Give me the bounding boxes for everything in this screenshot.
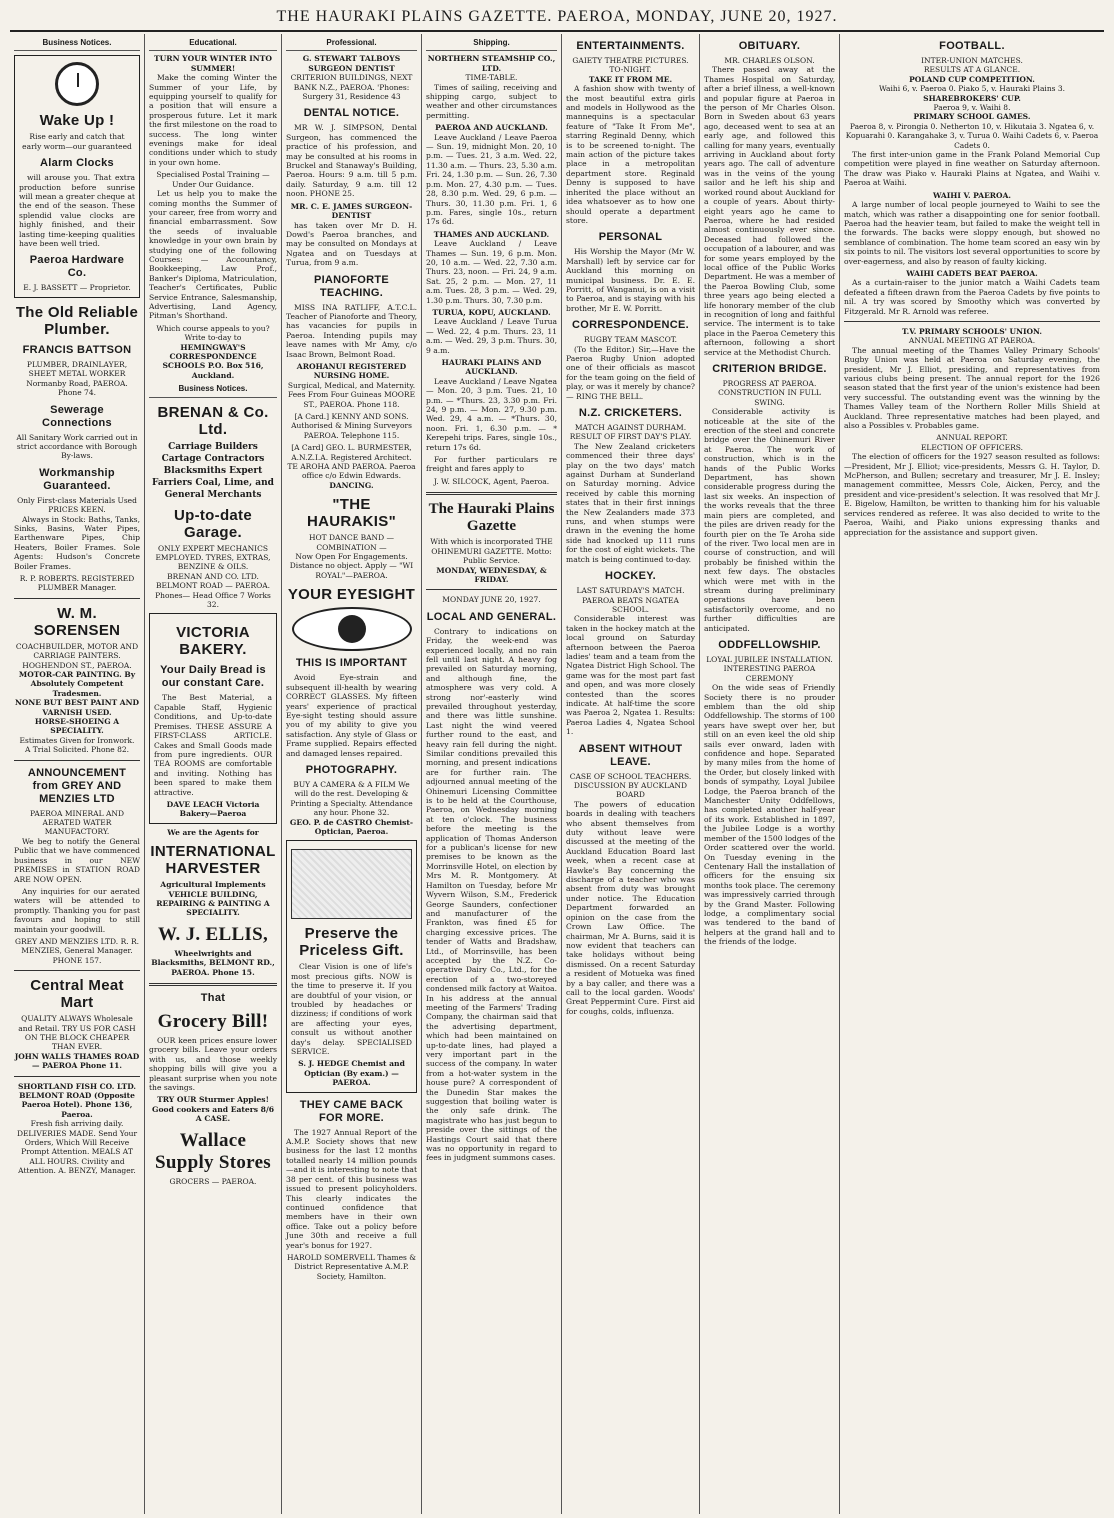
- article-subhead: CONSTRUCTION IN FULL SWING.: [718, 388, 821, 407]
- divider: [14, 760, 140, 761]
- article-subhead: MR. CHARLES OLSON.: [724, 56, 815, 65]
- ad-headline: AROHANUI REGISTERED NURSING HOME.: [296, 361, 407, 381]
- article-subhead: SHAREBROKERS' CUP.: [923, 93, 1021, 103]
- ad-headline: INTERNATIONAL HARVESTER: [150, 843, 276, 878]
- ad-text: will arouse you. That extra production before sunrise will mean a greater cheque at the end of the season. These splendid value clocks are highly finished, and their lasting time-keeping qualities have been well tried.: [19, 173, 135, 249]
- results-list: Paeroa 9, v. Waihi 8.: [933, 103, 1011, 113]
- alarm-clock-icon: [55, 62, 99, 106]
- ad-headline: THIS IS IMPORTANT: [295, 657, 408, 670]
- article-body: The annual meeting of the Thames Valley Primary Schools' Rugby Union was held at Paeroa on Saturday evening, the president, Mr J. Elliot, presiding, and representatives from various clubs being present. The annual report for the 1926 season stated that the first year of the union's existence had been very successful. The outstanding event was the winning by the Thames Valley team of the Northern Roller Mills Shield at Auckland. Three representative matches had been played, and also a Possibles v. Probables game.: [844, 345, 1100, 431]
- ad-text: Rise early and catch that early worm—our guaranteed: [22, 132, 132, 151]
- ad-headline: W. M. SORENSEN: [33, 604, 121, 639]
- ad-headline: Wallace Supply Stores: [154, 1129, 271, 1173]
- ad-text: Surgical, Medical, and Maternity. Fees From Four Guineas MOORE ST., PAEROA. Phone 118.: [287, 380, 416, 409]
- ad-headline: NORTHERN STEAMSHIP CO., LTD.: [427, 54, 556, 73]
- ad-headline: Workmanship Guaranteed.: [39, 466, 115, 492]
- gazette-masthead: The Hauraki Plains Gazette: [428, 501, 555, 535]
- ad-text: Clear Vision is one of life's most precious gifts. NOW is the time to preserve it. If you are doubtful of your vision, or troubled by headaches or dizziness; if conditions of work are affecting your eyes, consult us without another day's delay. SPECIALISED SERVICE.: [291, 962, 412, 1057]
- article-subhead: INTERESTING PAEROA CEREMONY: [723, 664, 816, 683]
- article-subhead: DISCUSSION BY AUCKLAND BOARD: [573, 781, 688, 800]
- ad-text: Carriage Builders Cartage Contractors Blacksmiths Expert Farriers Coal, Lime, and General Merchants: [152, 441, 274, 500]
- article-subhead: GAIETY THEATRE PICTURES. TO-NIGHT.: [572, 56, 689, 75]
- ad-headline: PIANOFORTE TEACHING.: [313, 273, 390, 299]
- ad-text: has taken over Mr D. H. Dowd's Paeroa branches, and may be consulted on Mondays at Ngatea and on Tuesdays at Turua, from 9 a.m.: [286, 220, 417, 268]
- ad-text: Wheelwrights and Blacksmiths, BELMONT RD., PAEROA. Phone 15.: [151, 948, 275, 977]
- ad-headline: THEY CAME BACK FOR MORE.: [299, 1098, 404, 1124]
- ad-headline: "THE HAURAKIS": [307, 496, 396, 531]
- article-subhead: PROGRESS AT PAEROA.: [722, 379, 817, 388]
- column-educational: [145, 34, 282, 1514]
- ad-text: Specialised Postal Training — Under Our Guidance.: [156, 170, 270, 189]
- article-subhead: RUGBY TEAM MASCOT.: [583, 335, 678, 345]
- ad-text: MOTOR-CAR PAINTING. By Absolutely Competent Tradesmen.: [18, 670, 136, 698]
- article-body: His Worship the Mayor (Mr W. Marshall) left by service car for Auckland this morning on municipal business. Dr. E. E. Porritt, of Wanganui, is on a visit to Paeroa, and is staying with his brother, Mr E. W. Porritt.: [566, 247, 695, 313]
- divider: [14, 1076, 140, 1077]
- ad-text: JOHN WALLS THAMES ROAD — PAEROA Phone 11.: [14, 1051, 140, 1071]
- ad-text: HOT DANCE BAND — COMBINATION —: [308, 533, 395, 552]
- article-subhead: TAKE IT FROM ME.: [588, 74, 673, 84]
- divider: [14, 598, 140, 599]
- ad-headline: Central Meat Mart: [30, 977, 124, 1012]
- ad-text: OUR keen prices ensure lower grocery bills. Leave your orders with us, and those weekly shopping bills will give you a pleasant surprise when you note the savings.: [149, 1036, 277, 1093]
- ad-text: COACHBUILDER, MOTOR AND CARRIAGE PAINTERS. HOGHENDON ST., PAEROA.: [15, 641, 139, 670]
- column-business: [10, 34, 145, 1514]
- top-rule: [10, 30, 1104, 32]
- ad-headline: TURN YOUR WINTER INTO SUMMER!: [154, 54, 272, 73]
- article-subhead: CASE OF SCHOOL TEACHERS.: [569, 771, 692, 781]
- ad-text: BUY A CAMERA & A FILM We will do the rest. Developing & Printing a Specialty. Attendance any hour. Phone 32.: [290, 779, 413, 818]
- ad-headline: G. STEWART TALBOYS SURGEON DENTIST: [302, 54, 401, 73]
- section-heading: ENTERTAINMENTS.: [576, 40, 685, 52]
- column-news: [562, 34, 700, 1514]
- ad-text: HAROLD SOMERVELL Thames & District Representative A.M.P. Society, Hamilton.: [287, 1252, 416, 1281]
- ad-text: VEHICLE BUILDING, REPAIRING & PAINTING A SPECIALITY.: [156, 889, 270, 918]
- ad-text: GEO. P. de CASTRO Chemist-Optician, Paeroa.: [289, 817, 414, 836]
- divider: [149, 983, 277, 986]
- ad-text: Times of sailing, receiving and shipping cargo, subject to weather and other circumstances permitting.: [426, 82, 557, 120]
- article-body: A fashion show with twenty of the most beautiful extra girls and models in Hollywood as the mannequins is a spectacular feature of "Take It From Me", starring Reginald Denny, which is to be screened to-night. The main action of the picture takes place in a metropolitan department store. Reginald Denny is supposed to have inherited the place without an idea whatsoever as to how one should operate a department store.: [566, 84, 695, 225]
- timetable-rows: Leave Auckland / Leave Ngatea — Mon. 20, 3 p.m. Tues. 21, 10 p.m. — *Thurs. 23, 3.30 p.m. Fri. 24, 9 p.m. — Mon. 27, 9.30 p.m. Wed. 29, 4 a.m. — *Thurs. 30, noon. Fri. 1, 6.30 p.m. — * Kerepehi trips. Fares, single 10s., return 17s 6d.: [426, 376, 557, 452]
- masthead: THE HAURAKI PLAINS GAZETTE. PAEROA, MONDAY, JUNE 20, 1927.: [276, 8, 838, 25]
- ad-text: MISS INA RATLIFF, A.T.C.L. Teacher of Pianoforte and Theory, has vacancies for pupils in Paeroa. Intending pupils may leave names with Mr Amy, c/o Isaac Brown, Belmont Road.: [286, 302, 417, 359]
- ad-text: We are the Agents for: [167, 827, 259, 837]
- ad-text: Avoid Eye-strain and subsequent ill-health by wearing CORRECT GLASSES. My fifteen years' experience of practical Eye-sight testing should assure you of my ability to give you satisfaction. Any style of Glass or Frame supplied. Repairs effected and damaged lenses repaired.: [286, 673, 417, 758]
- column-header: Professional.: [286, 34, 417, 51]
- section-heading: OBITUARY.: [738, 40, 801, 52]
- ad-text: CRITERION BUILDINGS, NEXT BANK N.Z., PAEROA. 'Phones: Surgery 31, Residence 43: [290, 73, 413, 102]
- article-subhead: WAIHI CADETS BEAT PAEROA.: [906, 268, 1038, 278]
- ad-headline: FRANCIS BATTSON: [22, 343, 132, 356]
- ad-text: The Best Material, a Capable Staff, Hygienic Conditions, and Up-to-date Premises. THESE ASSURE A FIRST-CLASS ARTICLE. Cakes and Small Goods made from pure ingredients. OUR TEA ROOMS are comfortable and inviting. Nothing has been spared to make them attractive.: [154, 693, 272, 797]
- ad-text: GROCERS — PAEROA.: [169, 1176, 257, 1186]
- divider: [426, 492, 557, 495]
- ad-headline: Grocery Bill!: [157, 1011, 269, 1032]
- results-list: Waihi 6, v. Paeroa 0. Piako 5, v. Hauraki Plains 3.: [878, 84, 1066, 94]
- section-heading: ABSENT WITHOUT LEAVE.: [578, 742, 683, 768]
- section-heading: FOOTBALL.: [939, 40, 1005, 52]
- ad-headline: Your Daily Bread is our constant Care.: [160, 664, 266, 690]
- ad-text: A Trial Solicited. Phone 82.: [24, 745, 130, 755]
- article-body: There passed away at the Thames Hospital on Saturday, after a brief illness, a well-known and popular figure at Paeroa in the person of Mr Charles Olson. Born in Sweden about 63 years ago, deceased went to sea at an early age, and followed this calling for many years, eventually arriving in Auckland about forty years ago. The call of adventure was in the veins of the young sailor and he left his ship and worked round about Auckland for a couple of years. About thirty-eight years ago he came to Paeroa, where he had resided almost continuously ever since. Deceased had followed the occupation of a labourer, and was for some years employed by the local office of the Public Works Department. He was a member of the Paeroa Bowling Club, some three years ago being elected a life honorary member of the club in recognition of long and faithful service. The interment is to take place in the Paeroa Cemetery this afternoon, following a short service at the Methodist Church.: [704, 65, 835, 357]
- ad-headline: Wake Up !: [39, 112, 115, 130]
- gazette-subtitle: With which is incorporated THE OHINEMURI GAZETTE. Motto: Public Service.: [430, 537, 553, 566]
- ad-headline: W. J. ELLIS,: [157, 923, 269, 945]
- column-header: Business Notices.: [14, 34, 140, 51]
- section-heading: CRITERION BRIDGE.: [712, 363, 827, 375]
- ad-text: Now Open For Engagements. Distance no object. Apply — "WI ROYAL"—PAEROA.: [289, 552, 414, 580]
- ad-text: The 1927 Annual Report of the A.M.P. Society shows that new business for the last 12 months totalled nearly 14 million pounds—and it is interesting to note that 38 per cent. of this business was issued to present policyholders. This clearly indicates the continued confidence that members have in their own office. Take out a policy before June 30th and receive a full year's bonus for 1927.: [286, 1127, 417, 1250]
- timetable-rows: Leave Auckland / Leave Thames — Sun. 19, 6 p.m. Mon. 20, 10 a.m. — Wed. 22, 7.30 a.m. Thurs. 23, noon. — Fri. 24, 9 a.m. Sat. 25, 2 p.m. — Mon. 27, 11 a.m. Tues. 28, 3 p.m. — Wed. 29, 1.30 p.m. Thurs. 30, 7.30 p.m.: [426, 239, 557, 305]
- article-subhead: ANNUAL REPORT.: [936, 433, 1008, 443]
- ad-text: Only First-class Materials Used PRICES KEEN.: [17, 495, 137, 515]
- divider: [426, 589, 557, 590]
- column-football: [840, 34, 1104, 1514]
- article-subhead: POLAND CUP COMPETITION.: [909, 74, 1035, 84]
- section-heading: CORRESPONDENCE.: [572, 319, 689, 332]
- article-body: The powers of education boards in dealing with teachers who absent themselves from duty without leave were discussed at the meeting of the Auckland Education Board last week, when a recent case at Hawke's Bay concerning the discharge of a teacher who was absent from duty was brought under notice. The Education Department forwarded an opinion on the case from the Crown Law Office. The chairman, Mr A. Burns, said it is now evident that teachers can take holidays without being dismissed. On a recent Saturday a resident of Motueka was fined by a bay caller, and there was a call to the local garden. Woods' Great Peppermint Cure. First aid for coughs, colds, influenza.: [566, 799, 695, 1016]
- article-subhead: LAST SATURDAY'S MATCH.: [576, 586, 685, 596]
- ad-text: E. J. BASSETT — Proprietor.: [23, 283, 131, 293]
- ad-text: TIME-TABLE.: [465, 73, 518, 83]
- ad-text: Agricultural Implements: [160, 880, 266, 890]
- ad-headline: MR. C. E. JAMES SURGEON-DENTIST: [290, 201, 413, 221]
- ad-headline: TURUA, KOPU, AUCKLAND.: [432, 307, 551, 317]
- ad-headline: BRENAN & Co. Ltd.: [157, 403, 269, 438]
- ad-text: QUALITY ALWAYS Wholesale and Retail. TRY US FOR CASH ON THE BLOCK CHEAPER THAN EVER.: [18, 1014, 136, 1052]
- section-heading: LOCAL AND GENERAL.: [426, 610, 557, 623]
- ad-text: MR W. J. SIMPSON, Dental Surgeon, has commenced the practice of his profession, and may be consulted at his rooms in Bruckel and Stanaway's Building, Paeroa. Hours: 9 a.m. till 5 p.m. daily. Saturday, 9 a.m. till 12 noon. PHONE 25.: [286, 123, 417, 199]
- article-subhead: LOYAL JUBILEE INSTALLATION.: [706, 654, 833, 664]
- column-header: Shipping.: [426, 34, 557, 51]
- ad-headline: HEMINGWAY'S CORRESPONDENCE SCHOOLS P.O. Box 516, Auckland.: [162, 342, 264, 380]
- article-subhead: INTER-UNION MATCHES.: [921, 56, 1023, 65]
- results-list: Paeroa 8, v. Pirongia 0. Netherton 10, v. Hikutaia 3. Ngatea 6, v. Kopuarahi 0. Karangahake 3, v. Turua 0. Waihi Cadets 6, v. Paeroa Cadets 0.: [845, 121, 1099, 150]
- ad-text: DANCING.: [329, 480, 374, 490]
- reading-figure-illustration: [291, 849, 412, 919]
- ad-headline: The Old Reliable Plumber.: [15, 303, 139, 338]
- ad-headline: PAEROA AND AUCKLAND.: [435, 123, 548, 133]
- article-body: Contrary to indications on Friday, the week-end was experienced locally, and no rain fell until last night. A heavy fog prevailed on Saturday morning, and although fine, the atmosphere was very cold. A strong nor'-easterly wind prevailed throughout yesterday, and there was little sunshine. Last night the wind veered further round to the east, and heavy rain fell during the night. Similar conditions prevailed this morning, and present indications are for further rain. The adjourned annual meeting of the Ohinemuri Licensing Committee is to be held at the Courthouse, Paeroa, on Wednesday morning at ten o'clock. The business before the meeting is the application of Thomas Anderson for a publican's license for new premises to be known as the Morrinsville Hotel, on election by Mrs M. R. Montgomery. At Hamilton on Tuesday, before Mr Wyvern Wilson, S.M., Frederick George Saunders, confectioner and manufacturer of the Frankton, was fined £5 for charging excessive prices. The tender of Watts and Bradshaw, Ltd., of Morrinsville, has been accepted by the N.Z. Co-operative Dairy Co., Ltd., for the erection of a two-storeyed condensed milk factory at Waitoa. In his address at the annual meeting of the Farmers' Trading Company, the chairman said that the advertising department, which had been maintained on up-to-date lines, had played a very important part in the success of the company. In water from a hot-water system in the house pure? A correspondent of the Dunedin Star makes the suggestion that boiling water is the only safe drink. The magistrate who has just begun to preside over the sittings of the Hastings Court said that there was no opportunity in regard to fees in judgment summons cases.: [426, 626, 557, 1163]
- ad-text: Always in Stock: Baths, Tanks, Sinks, Basins, Water Pipes, Earthenware Pipes, Chip Heaters, Boiler Frames. Sole Agents: Hudson's Concrete Boiler Frames.: [14, 514, 140, 571]
- page-columns: [10, 34, 1104, 1514]
- ad-text: PAEROA MINERAL AND AERATED WATER MANUFACTORY.: [30, 808, 124, 837]
- ad-text: All Sanitary Work carried out in strict accordance with Borough By-laws.: [16, 432, 138, 461]
- article-subhead: T.V. PRIMARY SCHOOLS' UNION.: [902, 326, 1042, 336]
- column-obituary: [700, 34, 840, 1514]
- ad-text: S. J. HEDGE Chemist and Optician (By exam.) — PAEROA.: [298, 1059, 405, 1088]
- ad-headline: Preserve the Priceless Gift.: [299, 925, 404, 960]
- ad-headline: Up-to-date Garage.: [174, 506, 252, 541]
- divider: [14, 970, 140, 971]
- ad-headline: YOUR EYESIGHT: [287, 586, 416, 604]
- article-subhead: ANNUAL MEETING AT PAEROA.: [908, 336, 1036, 346]
- ad-text: Let us help you to make the coming months the Summer of your career, free from worry and financial embarrassment. Sow the seeds of invaluable knowledge in your own brain by studying one of the following Courses: — Accountancy, Bookkeeping, Law Prof., Banker's Diploma, Matriculation, Teacher's Certificates, Public Service Entrance, Salesmanship, Advertising, Land Agency, Pitman's Shorthand.: [149, 189, 277, 321]
- ad-text: GREY AND MENZIES LTD. R. R. MENZIES, General Manager. PHONE 157.: [14, 936, 140, 965]
- ad-text: NONE BUT BEST PAINT AND VARNISH USED.: [15, 698, 139, 717]
- optician-ad: [286, 840, 417, 1092]
- bakery-ad: [149, 613, 277, 823]
- ad-text: Estimates Given for Ironwork.: [19, 735, 135, 745]
- article-body: On the wide seas of Friendly Society there is no prouder emblem than the old ship Oddfellowship. The storms of 100 years have swept over her, but still on an even keel the old ship sails ever onward, laden with confidence and hope. Separated by many miles from the home of the Order, but closely linked with bonds of sympathy, Loyal Jubilee Lodge, the Paeroa branch of the Manchester Unity Oddfellows, has completed another half-year of its work. Established in 1897, the Jubilee Lodge is a worthy member of the 1500 lodges of the Order scattered over the world. On Tuesday evening in the Centenary Hall the installation of officers for the ensuing six months took place. The ceremony was impressively carried through by the Grand Master. Following lodge, a complimentary social was tendered to the band of helpers at the grand hall and to the friends of the lodge.: [704, 683, 835, 947]
- section-heading: HOCKEY.: [605, 570, 656, 583]
- ad-text: Make the coming Winter the Summer of your Life, by equipping yourself to qualify for a position that will ensure a prosperous future. Let it mark the first milestone on the road to success. The long winter evenings make for ideal conditions under which to study in your own home.: [149, 73, 277, 167]
- ad-headline: ANNOUNCEMENT from GREY AND MENZIES LTD: [27, 766, 127, 805]
- ad-text: TRY OUR Sturmer Apples! Good cookers and Eaters 8/6 A CASE.: [151, 1095, 275, 1124]
- section-heading: PERSONAL: [598, 231, 663, 244]
- ad-headline: Paeroa Hardware Co.: [29, 254, 125, 280]
- article-body: A large number of local people journeyed to Waihi to see the match, which was rather a disappointing one for senior football. Paeroa had the heavier team, but failed to make the weight tell in the forwards. The backs were sloppy enough, but showed no semblance of combination. The home team scored an easy win by six points to nil. The visitors lost several opportunities to score by over-eagerness, and also by reason of faulty kicking.: [844, 200, 1100, 266]
- timetable-rows: Leave Auckland / Leave Paeroa — Sun. 19, midnight Mon. 20, 10 p.m. — Tues. 21, 3 a.m. Wed. 22, 11.30 a.m. — Thurs. 23, 5.30 a.m. Fri. 24, 1.30 p.m. — Sun. 26, 7.30 p.m. Mon. 27, 4.30 p.m. — Tues. 28, 8.30 p.m. Wed. 29, 6 p.m. — Thurs. 30, 11.30 p.m. Fri. 1, 6 p.m. Fares, single 10s., return 17s 6d.: [426, 132, 557, 227]
- column-header: Educational.: [149, 34, 277, 51]
- ad-headline: PHOTOGRAPHY.: [305, 763, 398, 776]
- article-subhead: WAIHI V. PAEROA.: [932, 190, 1012, 200]
- column-professional: [282, 34, 422, 1514]
- ad-text: We beg to notify the General Public that we have commenced business in our NEW PREMISES in STATION ROAD ARE NOW OPEN.: [14, 836, 140, 884]
- ad-headline: That: [200, 992, 226, 1004]
- ad-text: DAVE LEACH Victoria Bakery—Paeroa: [166, 799, 260, 819]
- column-shipping: [422, 34, 562, 1514]
- ad-headline: HAURAKI PLAINS AND AUCKLAND.: [441, 358, 542, 377]
- ad-text: SHORTLAND FISH CO. LTD. BELMONT ROAD (Opposite Paeroa Hotel). Phone 136, Paeroa.: [17, 1081, 137, 1119]
- article-subhead: RESULTS AT A GLANCE.: [923, 65, 1021, 75]
- eye-illustration: [292, 607, 412, 651]
- alarm-clock-ad: [14, 55, 140, 297]
- divider: [844, 321, 1100, 322]
- gazette-date: MONDAY JUNE 20, 1927.: [442, 595, 541, 605]
- article-body: The New Zealand cricketers commenced their three days' play on the two days' match against Durham at Sunderland on Saturday morning. Advice received by cable this morning states that in their first innings the New Zealanders made 373 runs, and when stumps were drawn in the evening the home side had knocked up 111 runs for the cost of eight wickets. The match is being continued to-day.: [566, 441, 695, 564]
- article-subhead: PRIMARY SCHOOL GAMES.: [913, 112, 1031, 122]
- ad-text: HORSE-SHOEING A SPECIALITY.: [34, 717, 120, 736]
- article-subhead: MATCH AGAINST DURHAM.: [574, 423, 687, 432]
- gazette-days: MONDAY, WEDNESDAY, & FRIDAY.: [436, 565, 547, 584]
- ad-headline: VICTORIA BAKERY.: [176, 624, 250, 659]
- article-body: The election of officers for the 1927 season resulted as follows:—President, Mr J. Elliot; vice-presidents, Messrs G. H. Taylor, D. McPherson, and Bullen; secretary and treasurer, Mr J. E. Insley; management committee, Messrs Cole, Aicken, Percy, and the president and vice-president's selection. It was resolved that Mr J. E. Bigelow, Hamilton, be written to thanking him for his valuable services rendered as referee. It was also decided to write to the Paeroa, Waihi, and Piako unions expressing thanks and appreciation for the assistance and support given.: [844, 452, 1100, 537]
- article-body: Considerable interest was taken in the hockey match at the local ground on Saturday afternoon between the Paeroa ladies' team and a team from the Ngatea District High School. The game was for the most part fast and open, and was more closely contested than the scores indicate. At half-time the score was Paeroa 2, Ngatea 1. Results: Paeroa Ladies 4, Ngatea School 1.: [566, 614, 695, 737]
- article-body: (To the Editor.) Sir,—Have the Paeroa Rugby Union adopted one of their officials as mascot for the team going on the field of play, or was it merely by chance? — RING THE BELL.: [566, 344, 695, 401]
- ad-headline: Alarm Clocks: [40, 157, 114, 170]
- ad-text: Any inquiries for our aerated waters will be attended to promptly. Thanking you for past favours and hoping to still maintain your goodwill.: [14, 886, 140, 934]
- ad-text: [A Card.] KENNY AND SONS. Authorised & Mining Surveyors PAEROA. Telephone 115.: [291, 412, 412, 440]
- column-header: Business Notices.: [149, 380, 277, 397]
- ad-text: PLUMBER, DRAINLAYER, SHEET METAL WORKER Normanby Road, PAEROA. Phone 74.: [26, 359, 128, 398]
- section-heading: N.Z. CRICKETERS.: [578, 407, 683, 419]
- article-subhead: RESULT OF FIRST DAY'S PLAY.: [569, 432, 692, 442]
- ad-text: BRENAN AND CO. LTD. BELMONT ROAD — PAEROA. Phones— Head Office 7 Works 32.: [155, 571, 271, 610]
- ad-headline: THAMES AND AUCKLAND.: [433, 229, 550, 239]
- ad-text: ONLY EXPERT MECHANICS EMPLOYED. TYRES, EXTRAS, BENZINE & OILS.: [155, 543, 271, 572]
- ad-headline: DENTAL NOTICE.: [303, 107, 400, 120]
- article-subhead: ELECTION OF OFFICERS.: [920, 442, 1024, 452]
- article-body: The first inter-union game in the Frank Poland Memorial Cup competition were played in fine weather on Saturday afternoon. The draw was Piako v. Hauraki Plains at Ngatea, and Waihi v. Paeroa at Waihi.: [844, 150, 1100, 188]
- ad-headline: Sewerage Connections: [42, 403, 112, 429]
- ad-text: Fresh fish arriving daily. DELIVERIES MADE. Send Your Orders, Which Will Receive Prompt Attention. MEALS AT ALL HOURS. Civility and Attention. A. BENZY, Manager.: [16, 1119, 138, 1176]
- article-subhead: PAEROA BEATS NGATEA SCHOOL.: [582, 595, 679, 614]
- ad-text: [A Card] GEO. L. BURMESTER, A.N.Z.I.A. Registered Architect. TE AROHA AND PAEROA. Paeroa office c/o Edwin Edwards.: [287, 443, 416, 481]
- ad-text: R. P. ROBERTS. REGISTERED PLUMBER Manager.: [19, 573, 135, 593]
- article-body: Considerable activity is noticeable at the site of the erection of the steel and concrete bridge over the Ohinemuri River at Paeroa. The work of construction, which is in the hands of the Public Works Department, has shown considerable progress during the last six weeks. An inspection of the works reveals that the three main piers are completed, and the piles are driven ready for the fourth pier on the Te Aroha side of the river. Two local men are in course of construction, and will probably be finished within the next few days. The obstacles which were met with in the stream during preliminary operations have been satisfactorily overcome, and no further difficulties are anticipated.: [704, 407, 835, 633]
- timetable-rows: Leave Auckland / Leave Turua — Wed. 22, 4 p.m. Thurs. 23, 11 a.m. — Wed. 29, 3 p.m. Thurs. 30, 9 a.m.: [426, 317, 557, 355]
- ad-text: For further particulars re freight and fares apply to: [426, 455, 557, 474]
- ad-text: Which course appeals to you? Write to-day to: [156, 323, 270, 343]
- section-heading: ODDFELLOWSHIP.: [718, 638, 821, 651]
- article-body: As a curtain-raiser to the junior match a Waihi Cadets team defeated a fifteen drawn from the Paeroa Cadets by five points to nil. A try was scored by Smoothy which was converted by Fitzgerald. Mr R. Arnold was referee.: [844, 278, 1100, 316]
- ad-text: J. W. SILCOCK, Agent, Paeroa.: [433, 476, 550, 486]
